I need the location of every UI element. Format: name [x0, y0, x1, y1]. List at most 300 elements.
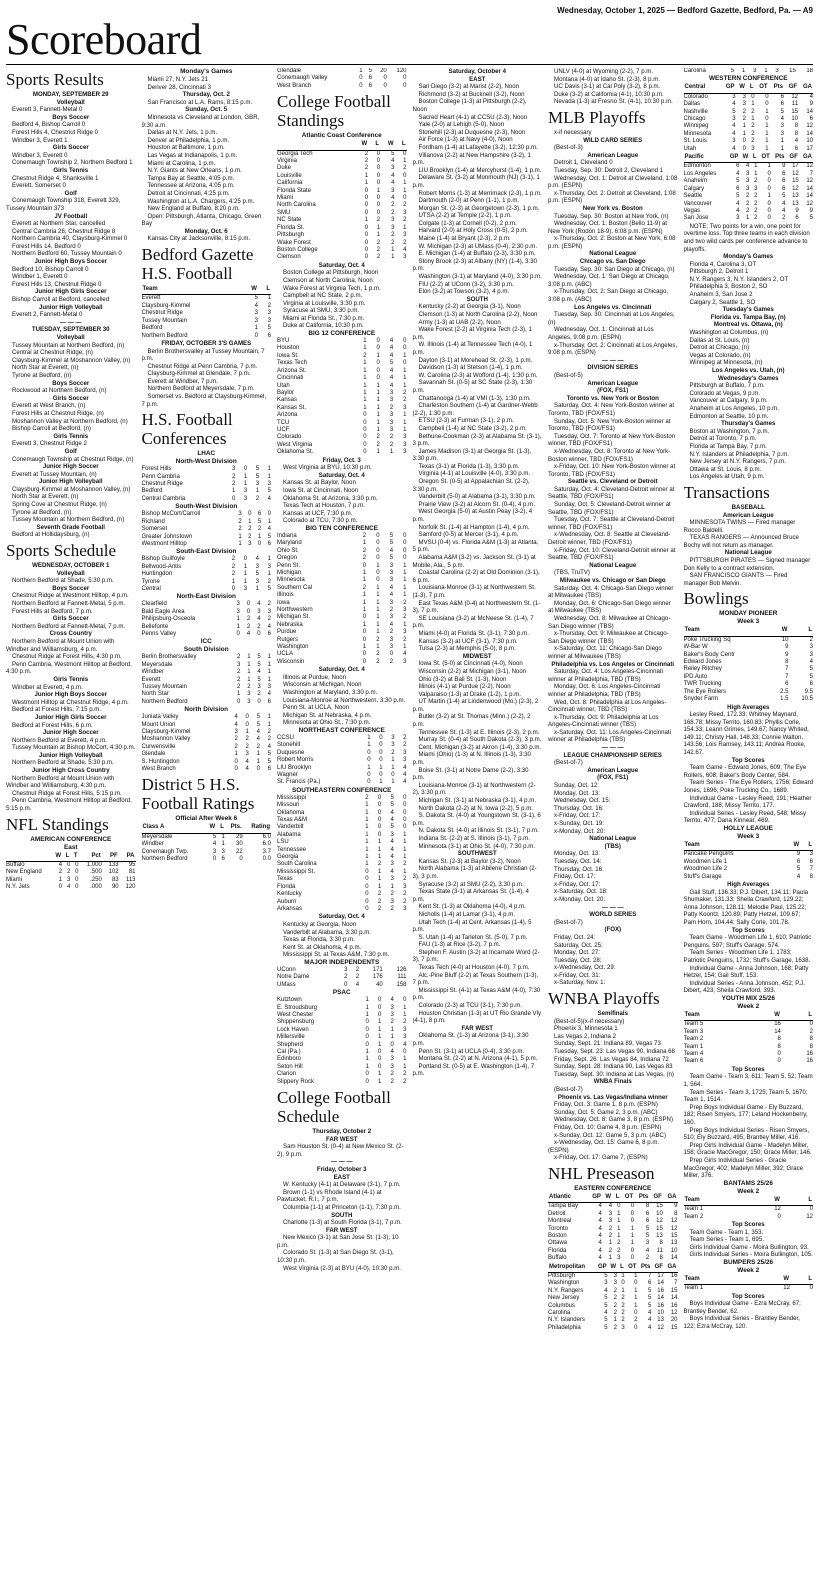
table-row: [277, 854, 407, 861]
table-cell: Miami: [277, 195, 293, 202]
table-cell: 9.5: [804, 688, 813, 695]
table-cell: 1: [608, 1240, 613, 1247]
text-line: Delaware St. (3-2) at Monmouth (NJ) (3-1), 1 p.m.: [412, 174, 540, 189]
text-line: W. Carolina (2-3) at Wofford (1-4), 1:30 p.m.: [418, 371, 538, 379]
table-cell: 6: [645, 1210, 650, 1217]
table-cell: 0: [376, 540, 380, 547]
table-row: [142, 303, 272, 310]
table-cell: Pittsburgh: [548, 1273, 576, 1279]
table-cell: 2: [376, 636, 380, 643]
text-line: Prep Girls Individual Series - Gracie MacGregor, 402; Madelyn Miller, 392; Grace Miller, 376.: [683, 1156, 804, 1180]
table-cell: 3: [234, 729, 238, 736]
column-header: Team: [684, 1275, 755, 1285]
table-row: [277, 383, 407, 390]
table-row: [277, 891, 407, 898]
table-cell: Team 5: [683, 1021, 704, 1028]
column-header: Class A: [142, 823, 206, 833]
table-cell: 0: [364, 232, 369, 239]
text-line: Toronto vs. New York or Boston: [566, 394, 659, 402]
table-cell: 15: [670, 1287, 678, 1294]
table-cell: 2: [403, 217, 407, 224]
table-cell: 1: [376, 382, 380, 389]
table-cell: 0: [364, 209, 369, 216]
table-cell: 4: [647, 1310, 652, 1317]
text-line: Thursday, Oct. 16:: [554, 865, 604, 873]
text-line: North Star at Everett, (n): [12, 493, 79, 501]
table-cell: Detroit: [548, 1210, 566, 1217]
table-cell: 1: [403, 224, 407, 231]
text-line: Bedford 10, Bishop Carroll 0: [12, 265, 89, 273]
table-cell: 1: [376, 404, 380, 411]
table-cell: 3: [267, 481, 271, 488]
table-row: [142, 729, 272, 736]
table-cell: 1: [765, 123, 769, 130]
table-cell: 2: [389, 434, 394, 441]
table-cell: 1: [403, 1011, 407, 1018]
table-cell: 0: [403, 802, 407, 809]
column-header: Pts: [771, 153, 786, 163]
table-cell: 2: [621, 1302, 625, 1309]
text-line: Top Scores: [731, 756, 765, 764]
text-line: x-Thursday, Oct. 2: San Diego at Chicago, 3:08 p.m. (ABC): [548, 288, 669, 304]
table-cell: 2: [231, 473, 236, 480]
text-line: Chicago vs. San Diego: [579, 258, 646, 266]
table-cell: Arizona: [277, 412, 298, 419]
text-line: Forest Hills at Bedford, 7 p.m.: [12, 607, 93, 615]
table-cell: Seattle: [683, 193, 703, 200]
table-row: [142, 766, 272, 773]
table-row: [6, 877, 136, 884]
table-cell: 0: [365, 876, 369, 883]
table-cell: UMass: [277, 981, 296, 988]
table-cell: 1: [378, 1078, 382, 1085]
table-cell: 1: [376, 614, 380, 621]
table-cell: 1: [780, 138, 784, 145]
text-line: Texas (3-1) at Florida (1-3), 3:30 p.m.: [418, 462, 520, 470]
table-cell: 12: [657, 1324, 664, 1331]
column-header: Team: [684, 626, 770, 636]
table-cell: 2: [613, 1302, 617, 1309]
table-cell: N.Y. Rangers: [548, 1287, 584, 1294]
text-line: (Best-of-7): [554, 1086, 583, 1093]
table-cell: 3: [732, 138, 736, 145]
table-cell: 0: [254, 332, 258, 339]
text-line: FAU (1-3) at Rice (3-2), 7 p.m.: [418, 941, 501, 949]
text-line: FAR WEST: [461, 1024, 493, 1032]
subheading: HOLLY LEAGUE: [723, 825, 773, 832]
table-cell: 2: [236, 684, 241, 690]
table-cell: 1: [234, 751, 238, 758]
table-cell: Vegas: [683, 207, 701, 214]
text-line: Philadelphia 3, Boston 2, SO: [689, 283, 768, 291]
text-line: West Virginia (2-3) at BYU (4-0), 10:30 p.m.: [283, 1264, 401, 1272]
column-header: L: [788, 626, 813, 636]
text-line: National League: [589, 561, 637, 569]
table-cell: 90: [111, 884, 119, 891]
table-row: [277, 180, 407, 187]
subheading: South Division: [183, 646, 229, 654]
table-cell: 0: [376, 180, 381, 187]
table-cell: 1: [248, 518, 252, 525]
column-header: OT: [757, 153, 770, 163]
title-rule: [6, 64, 813, 65]
table-cell: 2: [376, 658, 380, 665]
text-line: Bedford 4, Bishop Carroll 0: [12, 121, 86, 129]
table-cell: 4: [389, 621, 394, 628]
table-cell: Meyersdale: [141, 661, 173, 668]
text-line: Los Angeles at Utah, 9 p.m.: [689, 473, 765, 481]
table-cell: Team 4: [683, 1050, 704, 1057]
table-cell: 0: [621, 1280, 625, 1287]
text-line: Pittsburgh 2, Detroit 1: [689, 268, 749, 276]
text-line: Northern Bedford at Fannett-Metal, 5 p.m.: [12, 600, 126, 607]
text-line: N.Y. Islanders at Philadelphia, 7 p.m.: [689, 450, 789, 458]
table-cell: 3: [389, 397, 394, 404]
text-line: Friday, Oct. 3: [322, 456, 361, 464]
table-cell: 0: [742, 138, 746, 145]
table-cell: 1: [362, 592, 367, 599]
table-cell: 1: [377, 868, 382, 875]
column-header: GF: [651, 1263, 664, 1273]
table-cell: 4: [598, 1240, 602, 1247]
table-cell: Los Angeles: [683, 170, 717, 177]
table-cell: 0: [403, 817, 407, 824]
table-cell: 0: [377, 824, 382, 831]
table-cell: 8: [794, 130, 799, 137]
table-cell: 0: [403, 824, 407, 831]
text-line: Central Cambria 26, Chestnut Ridge 8: [12, 227, 116, 235]
table-cell: 1: [376, 426, 380, 433]
table-cell: 3: [247, 691, 251, 698]
text-line: Thursday, Oct. 2: [182, 91, 230, 99]
table-row: [684, 1214, 814, 1221]
table-row: [142, 481, 272, 488]
text-line: Boys Individual Series - Brantley Bender, 122; Ezra McCray, 120.: [683, 1315, 800, 1331]
table-cell: 6: [780, 101, 784, 108]
text-line: Louisiana-Monroe (3-1) at Northwestern St. (1-3), 7 p.m.: [412, 584, 536, 599]
table-cell: Nashville: [683, 108, 708, 115]
text-line: New England at Buffalo, 8:20 p.m.: [147, 205, 240, 213]
table-cell: 1: [365, 809, 369, 816]
table-cell: UCF: [277, 426, 290, 433]
table-cell: Toronto: [548, 1225, 569, 1232]
table-cell: 8: [809, 873, 813, 880]
table-cell: 4: [267, 495, 271, 502]
table-cell: 20: [670, 1317, 678, 1324]
table-cell: 1: [764, 68, 768, 74]
text-line: Northern Bedford at Mount Union with Windber and Williamsburg, 4 p.m.: [6, 637, 115, 653]
table-cell: Greater Johnstown: [141, 533, 193, 540]
table-row: [6, 884, 136, 891]
table-cell: Michigan St.: [277, 614, 311, 621]
text-line: Prairie View (3-2) at Alcorn St. (0-4), 4 p.m.: [418, 500, 535, 508]
text-line: Volleyball: [56, 569, 85, 577]
column-header: Team: [684, 1011, 749, 1021]
table-cell: 4: [389, 338, 394, 345]
table-cell: San Jose: [683, 215, 709, 222]
table-cell: 1: [363, 338, 367, 345]
text-line: National League: [589, 835, 637, 843]
text-line: Girls Soccer: [52, 394, 89, 402]
table-row: [684, 851, 814, 859]
table-row: [277, 225, 407, 232]
table-row: [277, 240, 407, 247]
text-line: Charleston Southern (1-4) at Gardner-Webb (2-2), 1:30 p.m.: [412, 402, 538, 417]
column-6: [684, 68, 814, 1580]
subheading: Atlantic Coast Conference: [301, 132, 382, 140]
column-header: L: [781, 1196, 813, 1206]
table-cell: 1: [238, 533, 242, 540]
table-cell: 1: [267, 721, 271, 728]
table-cell: 0: [379, 734, 383, 741]
table-cell: 15: [791, 108, 799, 115]
table-cell: 0: [212, 856, 217, 863]
table-cell: 12: [774, 1206, 781, 1213]
table-cell: 0: [403, 532, 407, 539]
table-cell: 9: [782, 163, 786, 170]
table-cell: 1: [363, 360, 367, 367]
table-cell: Southern Cal: [277, 584, 313, 591]
table-cell: 5: [390, 824, 394, 831]
table-cell: 0: [376, 165, 381, 172]
table-cell: 4: [403, 246, 407, 253]
table-cell: 0: [363, 419, 367, 426]
table-row: [277, 555, 407, 562]
table-cell: 1: [267, 518, 271, 525]
table-row: [142, 684, 272, 691]
table-cell: 2: [645, 1255, 650, 1262]
text-line: Elon (3-2) at Towson (3-2), 4 p.m.: [418, 288, 510, 296]
column-header: GF: [649, 1193, 663, 1203]
table-cell: Carolina: [548, 1310, 571, 1317]
table-cell: 4: [796, 873, 801, 880]
table-cell: 3: [403, 757, 407, 764]
table-cell: 2: [754, 193, 758, 200]
table-cell: 4: [245, 758, 249, 765]
table-cell: Carolina: [683, 68, 706, 74]
text-line: National League: [589, 250, 637, 258]
table-cell: 1: [403, 868, 407, 875]
table-cell: 1: [634, 1287, 638, 1294]
table-cell: 4: [794, 138, 799, 145]
table-cell: 0: [376, 209, 381, 216]
table-row: [684, 1285, 814, 1293]
table-row: [277, 779, 407, 786]
table-cell: 10.5: [801, 696, 813, 703]
table-cell: 3: [403, 254, 407, 261]
text-line: Northern Cambria 40, Claysburg-Kimmel 0: [12, 235, 128, 243]
text-line: Girls Tennis: [53, 166, 89, 174]
standings-table: [277, 68, 407, 90]
table-cell: Tussey Mountain: [141, 317, 187, 324]
subheading: ICC: [200, 638, 212, 646]
table-cell: Kansas: [277, 397, 298, 404]
text-line: Michigan St. (3-1) at Nebraska (3-1), 4 p.m.: [418, 797, 537, 804]
table-row: [142, 736, 272, 743]
table-row: [142, 526, 272, 533]
text-line: New Mexico (3-1) at San Jose St. (1-3), 10 p.m.: [277, 1234, 399, 1249]
table-cell: 1: [267, 676, 271, 683]
table-cell: 5: [267, 325, 271, 332]
text-line: Duke at California, 10:30 p.m.: [283, 322, 364, 330]
table-cell: 1: [742, 123, 746, 130]
table-cell: 2: [231, 563, 236, 570]
table-cell: 1: [247, 654, 251, 661]
table-cell: 14: [806, 108, 813, 115]
text-line: North Alabama (1-3) at Abilene Christian (2-3), 3 p.m.: [412, 865, 537, 880]
table-row: [277, 817, 407, 824]
table-cell: 2: [247, 684, 251, 690]
text-line: Junior High Soccer: [42, 729, 99, 737]
table-cell: Reiley Ritchey: [683, 666, 722, 673]
table-row: [548, 1317, 678, 1324]
table-cell: 4: [267, 623, 271, 630]
text-line: SOUTH: [331, 1211, 353, 1219]
table-cell: Team 3: [683, 1028, 704, 1035]
text-line: Boise St. (3-1) at Notre Dame (2-2), 3:30 p.m.: [412, 766, 529, 782]
text-line: Saturday, Oct. 4: Los Angeles-Cincinnati winner at Philadelphia, TBD (TBS): [548, 668, 663, 683]
table-cell: 1: [765, 138, 769, 145]
text-line: WORLD SERIES: [589, 911, 637, 919]
text-line: Los Angeles vs. Utah, (n): [711, 367, 785, 374]
table-cell: 2: [376, 254, 381, 261]
table-cell: Washington: [277, 644, 309, 650]
table-cell: Indiana: [277, 532, 297, 539]
table-row: [277, 600, 407, 607]
text-line: New York vs. Boston: [582, 204, 643, 212]
table-cell: 0: [246, 608, 251, 615]
table-cell: 3: [780, 123, 784, 130]
table-row: [684, 644, 814, 651]
text-line: Everett at Tussey Mountain, (n): [12, 470, 97, 478]
table-cell: Calgary: [683, 185, 705, 192]
text-line: Sunday, Oct. 12:: [554, 782, 599, 790]
table-cell: Kansas St.: [277, 404, 307, 411]
column-header: OT: [620, 1193, 634, 1203]
text-line: Monday, Oct. 6: [184, 227, 228, 235]
table-row: [142, 849, 272, 856]
table-cell: 5: [796, 866, 801, 873]
table-cell: 1: [378, 1034, 382, 1041]
table-cell: 2: [390, 905, 394, 912]
table-cell: 2: [751, 123, 755, 130]
text-line: Philadelphia vs. Los Angeles or Cincinnati: [551, 660, 675, 668]
text-line: SOUTH: [466, 295, 488, 303]
table-cell: Stonehill: [277, 742, 301, 749]
table-cell: 0: [403, 82, 407, 89]
table-cell: 5: [730, 68, 735, 74]
table-cell: 0: [234, 766, 238, 773]
table-cell: 2: [403, 1071, 407, 1078]
table-cell: 2: [403, 861, 407, 868]
table-cell: 1: [403, 846, 407, 853]
table-row: [142, 631, 272, 638]
table-cell: 2: [403, 397, 407, 404]
text-line: Pittsburgh at Buffalo, 7 p.m.: [689, 382, 765, 390]
table-cell: 1: [364, 180, 369, 187]
text-line: Anaheim at Los Angeles, 10 p.m.: [689, 404, 779, 412]
table-row: [277, 390, 407, 397]
table-row: [277, 442, 407, 449]
table-cell: Utah: [277, 382, 290, 389]
text-line: Thursday's Games: [721, 420, 776, 428]
table-cell: 4: [256, 729, 260, 736]
table-cell: Virginia: [277, 158, 297, 165]
column-header: L: [368, 140, 380, 150]
text-line: Everett at Windber, 7 p.m.: [147, 377, 218, 385]
table-cell: 1: [362, 569, 367, 576]
column-header: Team: [684, 1196, 749, 1206]
table-cell: 4: [598, 1218, 602, 1225]
text-line: (Best-of-5)(x-if necessary): [554, 1017, 625, 1025]
table-cell: 2: [391, 239, 395, 246]
text-line: Conemaugh Township 318, Everett 329, Tussey Mountain 373: [6, 197, 121, 212]
column-header: PA: [119, 852, 136, 862]
table-cell: 4: [732, 101, 736, 108]
table-row: [277, 869, 407, 876]
text-line: Army (1-3) at UAB (2-2), Noon: [418, 318, 501, 326]
table-cell: Philadelphia: [548, 1324, 581, 1331]
table-cell: 3: [391, 734, 395, 741]
table-cell: Minnesota: [277, 577, 305, 584]
table-cell: 16: [670, 1302, 678, 1309]
table-cell: 5: [645, 1232, 650, 1239]
text-line: x-Thursday, Oct. 2: Cincinnati at Los Angeles, 9:08 p.m. (ESPN): [548, 341, 678, 357]
table-header: [6, 852, 136, 862]
table-cell: 2: [391, 209, 395, 216]
table-cell: 1: [376, 599, 380, 606]
table-cell: 113: [125, 876, 136, 883]
text-line: Kansas St. (2-3) at Baylor (3-2), Noon: [418, 857, 521, 865]
text-line: West Georgia (5-0) at Austin Peay (3-2), 4 p.m.: [412, 508, 533, 524]
text-line: Tyrone at Bedford, (n): [12, 508, 72, 516]
text-line: N. Dakota St. (4-0) at Illinois St. (3-1), 7 p.m.: [418, 827, 539, 835]
table-cell: 1: [613, 1317, 617, 1324]
table-cell: 1: [238, 540, 242, 547]
column-header: W: [380, 140, 394, 150]
text-line: Bedford at Forest Hills, 6 p.m.: [12, 721, 93, 729]
table-cell: 0: [256, 766, 260, 773]
table-cell: 1: [376, 419, 380, 426]
table-cell: Ohio St.: [277, 547, 299, 554]
table-cell: 2: [344, 974, 348, 981]
table-cell: 2: [389, 404, 394, 411]
table-cell: 4: [608, 1203, 613, 1210]
table-cell: 5: [809, 215, 813, 222]
table-cell: 2: [745, 207, 750, 214]
text-line: Everett 2, Fannett-Metal 0: [12, 311, 83, 319]
table-cell: 13: [656, 1232, 663, 1239]
table-cell: 0: [75, 876, 79, 883]
table-cell: Arizona St.: [277, 367, 307, 374]
table-row: [277, 832, 407, 839]
text-line: Illinois (4-1) at Purdue (2-2), Noon: [418, 683, 511, 691]
table-cell: 3: [391, 742, 395, 749]
table-cell: 3: [775, 68, 779, 74]
table-cell: Georgia: [277, 854, 299, 861]
text-line: Tuesday, Oct. 7: Toronto at New York-Boston winner, TBD (FOX/FS1): [548, 432, 676, 448]
text-line: Saturday, Oct. 4: [318, 913, 365, 921]
table-cell: Arkansas: [277, 905, 303, 912]
table-cell: Cal (Pa.): [277, 1048, 301, 1055]
table-cell: 12: [791, 93, 799, 100]
section-heading: NHL Preseason: [548, 1163, 655, 1183]
table-row: [684, 93, 814, 101]
table-cell: 1: [243, 578, 248, 585]
table-cell: 0: [767, 207, 771, 214]
table-row: [277, 254, 407, 261]
table-row: [684, 101, 814, 108]
